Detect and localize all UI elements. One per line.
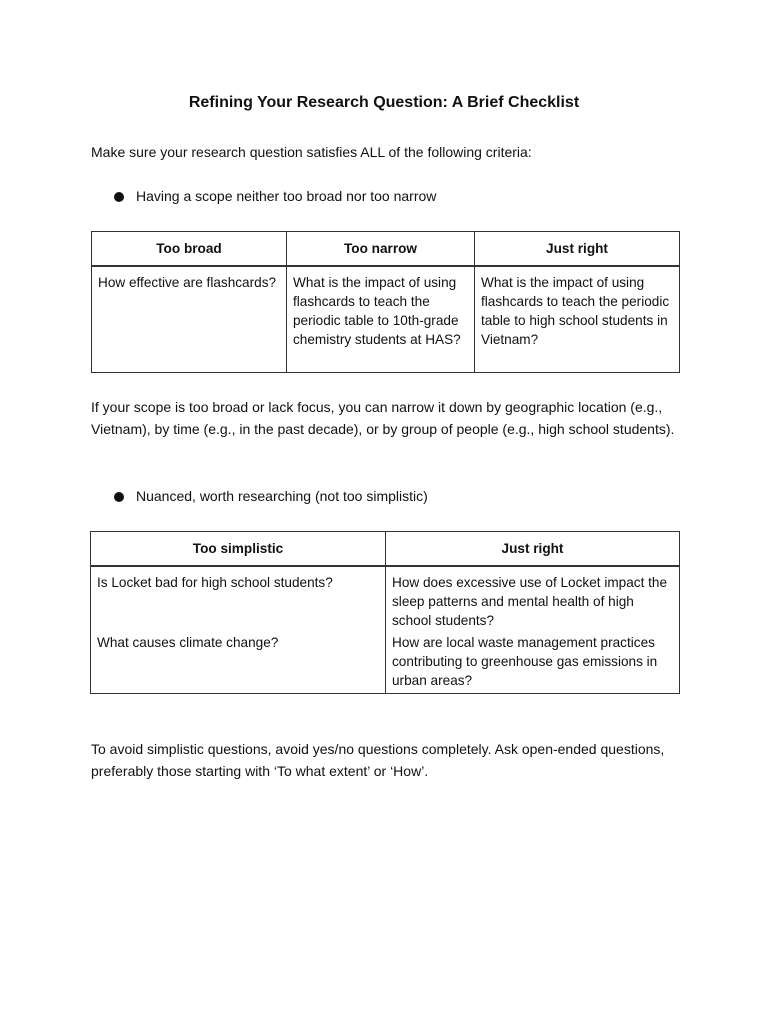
table-header-row [91,532,680,567]
bullet-icon [114,192,124,202]
example-simplistic-1: Is Locket bad for high school students? [97,575,333,590]
scope-note: If your scope is too broad or lack focus, you can narrow it down by geographic location (e.g., Vietnam), by time (e.g., in the past decade), or by group of people (e.g., high school students). [91,399,675,437]
criterion-scope-label: Having a scope neither too broad nor too narrow [136,188,437,204]
header-just-right: Just right [386,532,680,567]
header-just-right: Just right [475,232,680,267]
example-just-right-1: How does excessive use of Locket impact the sleep patterns and mental health of high school students? [392,575,668,628]
table-row [91,566,680,694]
table-header-row [92,232,680,267]
nuance-table [90,531,680,694]
cell-too-narrow: What is the impact of using flashcards to teach the periodic table to 10th-grade chemistry students at HAS? [287,266,475,373]
criterion-nuance-label: Nuanced, worth researching (not too simplistic) [136,488,428,504]
header-too-broad: Too broad [92,232,287,267]
intro-text: Make sure your research question satisfies ALL of the following criteria: [91,144,532,160]
scope-table [91,231,680,373]
cell-just-right [386,566,680,694]
header-too-narrow: Too narrow [287,232,475,267]
example-simplistic-2: What causes climate change? [97,635,279,650]
example-just-right-2: How are local waste management practices contributing to greenhouse gas emissions in urban areas? [392,635,658,688]
cell-just-right: What is the impact of using flashcards to teach the periodic table to high school students in Vietnam? [475,266,680,373]
table-row [92,266,680,373]
header-too-simplistic: Too simplistic [91,532,386,567]
bullet-icon [114,492,124,502]
criterion-nuance [114,486,428,506]
criterion-scope [114,186,436,206]
page-title: Refining Your Research Question: A Brief Checklist [188,94,580,111]
nuance-note: To avoid simplistic questions, avoid yes/no questions completely. Ask open-ended questions, preferably those starting with ‘To what extent’ or ‘How’. [91,741,665,779]
cell-too-simplistic [91,566,386,694]
cell-too-broad: How effective are flashcards? [92,266,287,373]
